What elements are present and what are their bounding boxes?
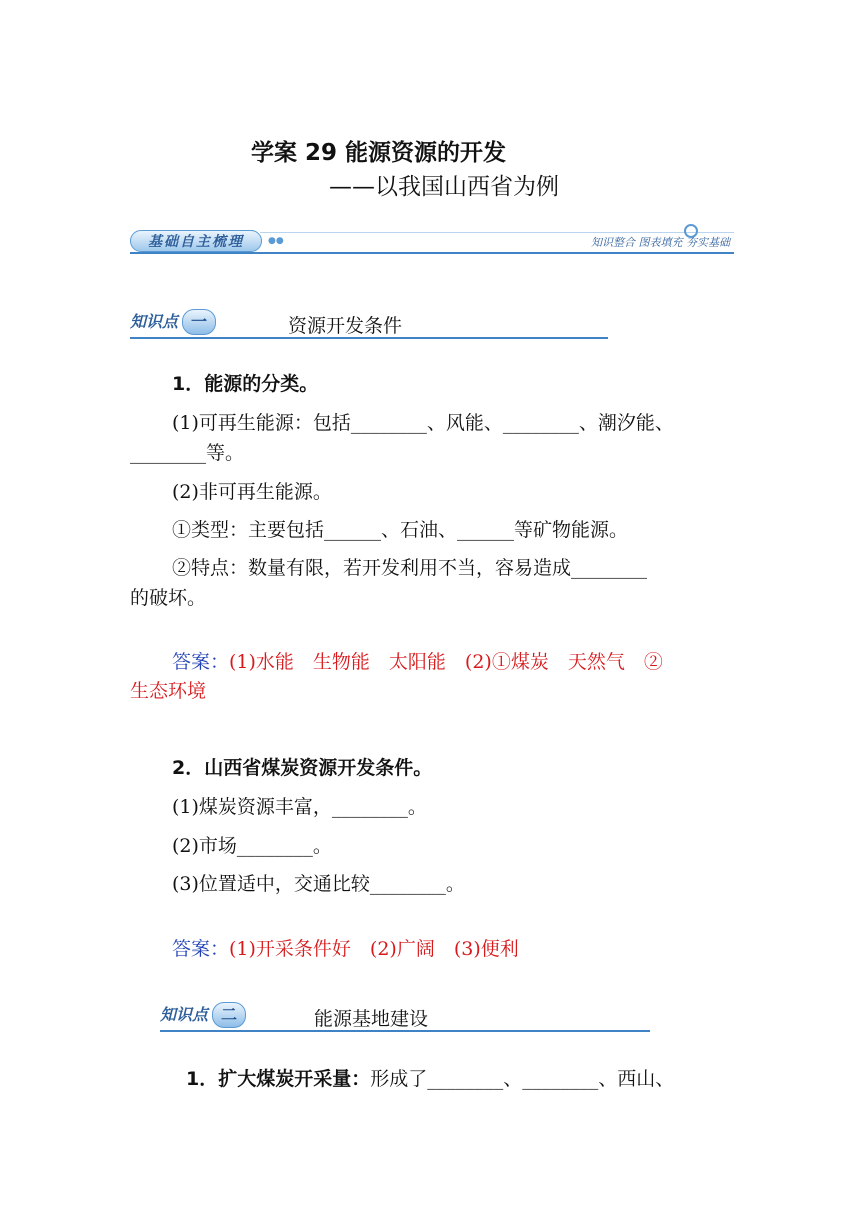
s1-answer: 答案：(1)水能 生物能 太阳能 (2)①煤炭 天然气 ② <box>172 651 663 673</box>
knowledge-point-2 <box>160 996 650 1032</box>
s1-line-2: ________等。 <box>130 442 245 464</box>
s2-line-3: (3)位置适中，交通比较________。 <box>172 873 465 895</box>
s2-line-2: (2)市场________。 <box>172 835 332 857</box>
page-title: 学案 29 能源资源的开发 <box>251 140 507 166</box>
s2-heading: 2．山西省煤炭资源开发条件。 <box>172 757 433 779</box>
section-banner <box>130 228 734 254</box>
banner-label: 基础自主梳理 <box>130 230 262 252</box>
s2-line-1: (1)煤炭资源丰富，________。 <box>172 796 427 818</box>
s1-line-1: (1)可再生能源：包括________、风能、________、潮汐能、 <box>172 412 674 434</box>
kp-title: 能源基地建设 <box>314 1008 429 1030</box>
knowledge-point-1 <box>130 303 608 339</box>
s1-line-5: ②特点：数量有限，若开发利用不当，容易造成________ <box>172 557 648 579</box>
s3-line-1: 1．扩大煤炭开采量：形成了________、________、西山、 <box>186 1068 675 1090</box>
page-subtitle: ——以我国山西省为例 <box>329 174 559 200</box>
kp-badge: 知识点 二 <box>160 1002 260 1026</box>
s1-heading: 1．能源的分类。 <box>172 373 319 395</box>
kp-title: 资源开发条件 <box>288 315 403 337</box>
banner-right-label: 知识整合 图表填充 夯实基础 <box>591 236 730 249</box>
s1-line-6: 的破坏。 <box>130 587 207 609</box>
s1-answer-cont: 生态环境 <box>130 680 207 702</box>
s1-line-3: (2)非可再生能源。 <box>172 481 332 503</box>
s2-answer: 答案：(1)开采条件好 (2)广阔 (3)便利 <box>172 938 519 960</box>
s1-line-4: ①类型：主要包括______、石油、______等矿物能源。 <box>172 519 629 541</box>
kp-badge: 知识点 一 <box>130 309 230 333</box>
dots-icon: ●● <box>268 236 284 246</box>
